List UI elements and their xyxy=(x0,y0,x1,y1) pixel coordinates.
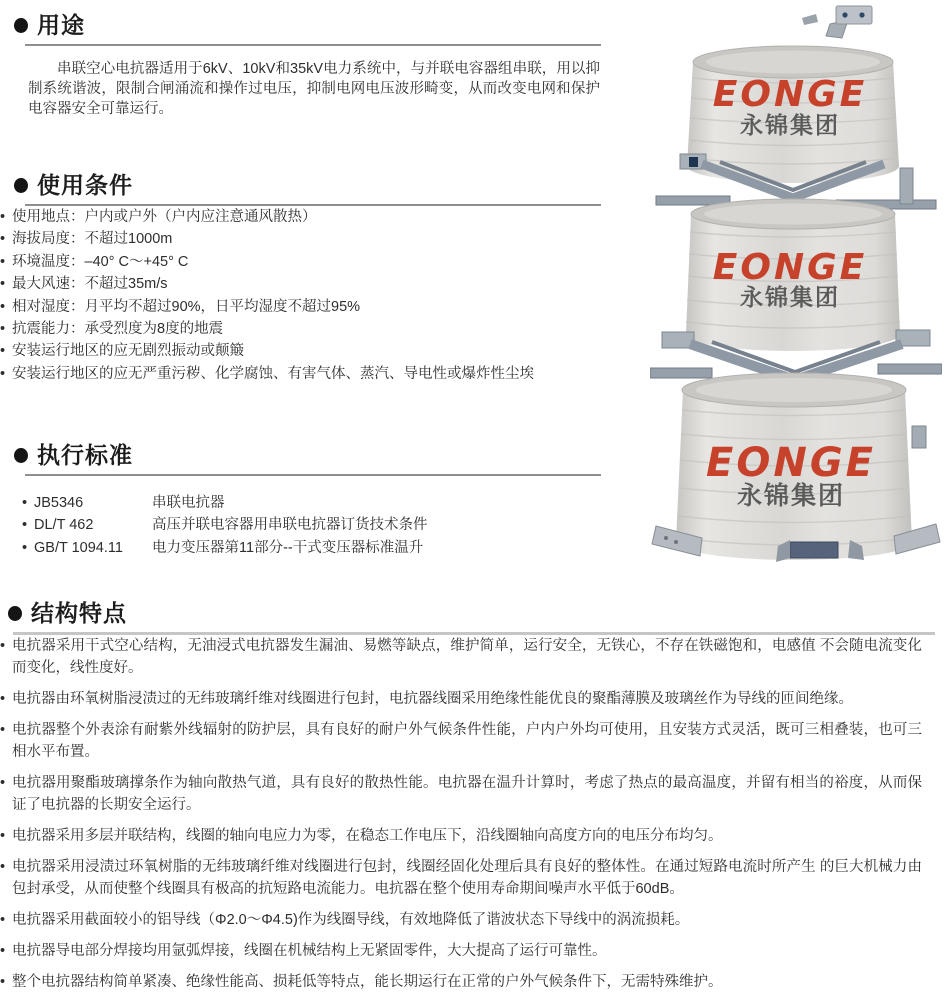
condition-item xyxy=(0,296,600,318)
list-bullet-icon: • xyxy=(0,859,6,875)
conditions-list xyxy=(0,206,600,385)
section-usage xyxy=(0,10,648,119)
list-bullet-icon: • xyxy=(0,343,6,360)
feature-text: 电抗器整个外表涂有耐紫外线辐射的防护层，具有良好的耐户外气候条件性能，户内户外均可使用，且安装方式灵活，既可三相叠装，也可三相水平布置。 xyxy=(12,722,922,760)
section-bullet-icon xyxy=(8,606,22,621)
list-bullet-icon: • xyxy=(0,775,6,791)
feature-item xyxy=(0,856,922,900)
list-bullet-icon: • xyxy=(0,253,6,270)
feature-text: 电抗器采用截面较小的铝导线（Φ2.0～Φ4.5)作为线圈导线，有效地降低了谐波状态下导线中的涡流损耗。 xyxy=(12,912,690,928)
condition-item xyxy=(0,340,600,362)
features-title: 结构特点 xyxy=(31,600,127,626)
brand-logo-cn-text: 永锦集团 xyxy=(740,112,840,138)
section-bullet-icon xyxy=(14,448,28,463)
reactor-stack-illustration xyxy=(650,2,942,580)
conditions-heading xyxy=(14,170,648,200)
standard-desc: 电力变压器第11部分--干式变压器标准温升 xyxy=(152,539,424,556)
feature-text: 电抗器由环氧树脂浸渍过的无纬玻璃纤维对线圈进行包封，电抗器线圈采用绝缘性能优良的聚酯薄膜及玻璃丝作为导线的匝间绝缘。 xyxy=(12,691,853,707)
condition-text: 最大风速：不超过35m/s xyxy=(12,276,168,293)
feature-text: 电抗器导电部分焊接均用氩弧焊接，线圈在机械结构上无紧固零件，大大提高了运行可靠性。 xyxy=(12,943,607,959)
feature-item xyxy=(0,772,922,816)
condition-text: 环境温度：–40° C～+45° C xyxy=(12,253,189,270)
features-heading xyxy=(8,598,950,628)
feature-item xyxy=(0,825,922,847)
feature-text: 电抗器采用干式空心结构，无油浸式电抗器发生漏油、易燃等缺点，维护简单，运行安全，无铁心，不存在铁磁饱和，电感值 不会随电流变化而变化，线性度好。 xyxy=(12,638,922,676)
feature-item xyxy=(0,971,922,993)
standard-item xyxy=(22,492,648,514)
top-bracket xyxy=(802,6,872,38)
list-bullet-icon: • xyxy=(22,495,28,511)
feature-text: 电抗器采用浸渍过环氧树脂的无纬玻璃纤维对线圈进行包封，线圈经固化处理后具有良好的整体性。在通过短路电流时所产生 的巨大机械力由包封承受，从而使整个线圈具有极高的抗短路电流能力。电抗器在整个使用寿命期间噪声水平低于60dB。 xyxy=(12,859,922,897)
conditions-title: 使用条件 xyxy=(37,172,133,198)
condition-text: 海拔局度：不超过1000m xyxy=(12,231,173,248)
standard-desc: 串联电抗器 xyxy=(152,495,225,511)
brand-logo-text: EONGE xyxy=(712,74,868,115)
condition-item xyxy=(0,228,600,250)
condition-item xyxy=(0,318,600,340)
section-conditions xyxy=(0,170,648,385)
feature-item xyxy=(0,940,922,962)
feature-item xyxy=(0,719,922,763)
condition-text: 抗震能力：承受烈度为8度的地震 xyxy=(12,321,224,338)
standards-list xyxy=(22,492,648,559)
standards-heading xyxy=(14,440,648,470)
usage-paragraph: 串联空心电抗器适用于6kV、10kV和35kV电力系统中，与并联电容器组串联，用以抑制系统谐波，限制合闸涌流和操作过电压，抑制电网电压波形畸变，从而改变电网和保护电容器安全可靠运行。 xyxy=(28,61,600,117)
usage-title: 用途 xyxy=(37,12,85,38)
feature-text: 整个电抗器结构简单紧凑、绝缘性能高、损耗低等特点，能长期运行在正常的户外气候条件下，无需特殊维护。 xyxy=(12,974,723,990)
condition-item xyxy=(0,251,600,273)
list-bullet-icon: • xyxy=(0,365,6,382)
section-standards xyxy=(0,440,648,559)
reactor-unit-bottom xyxy=(676,373,926,560)
product-image xyxy=(650,2,942,580)
list-bullet-icon: • xyxy=(0,691,6,707)
list-bullet-icon: • xyxy=(0,722,6,738)
list-bullet-icon: • xyxy=(22,517,28,534)
list-bullet-icon: • xyxy=(0,638,6,654)
section-bullet-icon xyxy=(14,18,28,33)
standards-title: 执行标准 xyxy=(37,442,133,468)
list-bullet-icon: • xyxy=(0,276,6,293)
feature-item xyxy=(0,635,922,679)
feature-text: 电抗器采用多层并联结构，线圈的轴向电应力为零，在稳态工作电压下，沿线圈轴向高度方向的电压分布均匀。 xyxy=(12,828,723,844)
condition-text: 使用地点：户内或户外（户内应注意通风散热） xyxy=(12,209,317,225)
reactor-unit-top xyxy=(687,46,899,183)
brand-logo-cn-text: 永锦集团 xyxy=(740,284,840,310)
list-bullet-icon: • xyxy=(0,231,6,248)
standard-code: DL/T 462 xyxy=(34,517,94,534)
feature-item xyxy=(0,688,922,710)
reactor-unit-middle xyxy=(686,199,900,351)
condition-item xyxy=(0,273,600,295)
feature-text: 电抗器用聚酯玻璃撑条作为轴向散热气道，具有良好的散热性能。电抗器在温升计算时，考虑了热点的最高温度，并留有相当的裕度，从而保证了电抗器的长期安全运行。 xyxy=(12,775,922,813)
brand-logo-text: EONGE xyxy=(706,440,876,486)
list-bullet-icon: • xyxy=(22,539,28,556)
heading-rule xyxy=(25,44,601,46)
list-bullet-icon: • xyxy=(0,298,6,315)
list-bullet-icon: • xyxy=(0,943,6,959)
heading-rule xyxy=(25,474,601,476)
section-features xyxy=(0,598,950,1002)
standard-code: JB5346 xyxy=(34,495,84,511)
condition-text: 安装运行地区的应无严重污秽、化学腐蚀、有害气体、蒸汽、导电性或爆炸性尘埃 xyxy=(12,365,534,382)
standard-item xyxy=(22,537,648,559)
condition-text: 相对湿度：月平均不超过90%，日平均湿度不超过95% xyxy=(12,298,361,315)
standard-desc: 高压并联电容器用串联电抗器订货技术条件 xyxy=(152,517,428,534)
feature-item xyxy=(0,909,922,931)
condition-text: 安装运行地区的应无剧烈振动或颠簸 xyxy=(12,343,244,360)
list-bullet-icon: • xyxy=(0,828,6,844)
list-bullet-icon: • xyxy=(0,912,6,928)
brand-logo-cn-text: 永锦集团 xyxy=(736,482,846,510)
standard-code: GB/T 1094.11 xyxy=(34,539,123,556)
condition-item xyxy=(0,363,600,385)
list-bullet-icon: • xyxy=(0,974,6,990)
features-list xyxy=(0,635,922,993)
list-bullet-icon: • xyxy=(0,321,6,338)
condition-item xyxy=(0,206,600,228)
standard-item xyxy=(22,514,648,536)
usage-heading xyxy=(14,10,648,40)
list-bullet-icon: • xyxy=(0,209,6,225)
brand-logo-text: EONGE xyxy=(712,247,868,288)
section-bullet-icon xyxy=(14,178,28,193)
